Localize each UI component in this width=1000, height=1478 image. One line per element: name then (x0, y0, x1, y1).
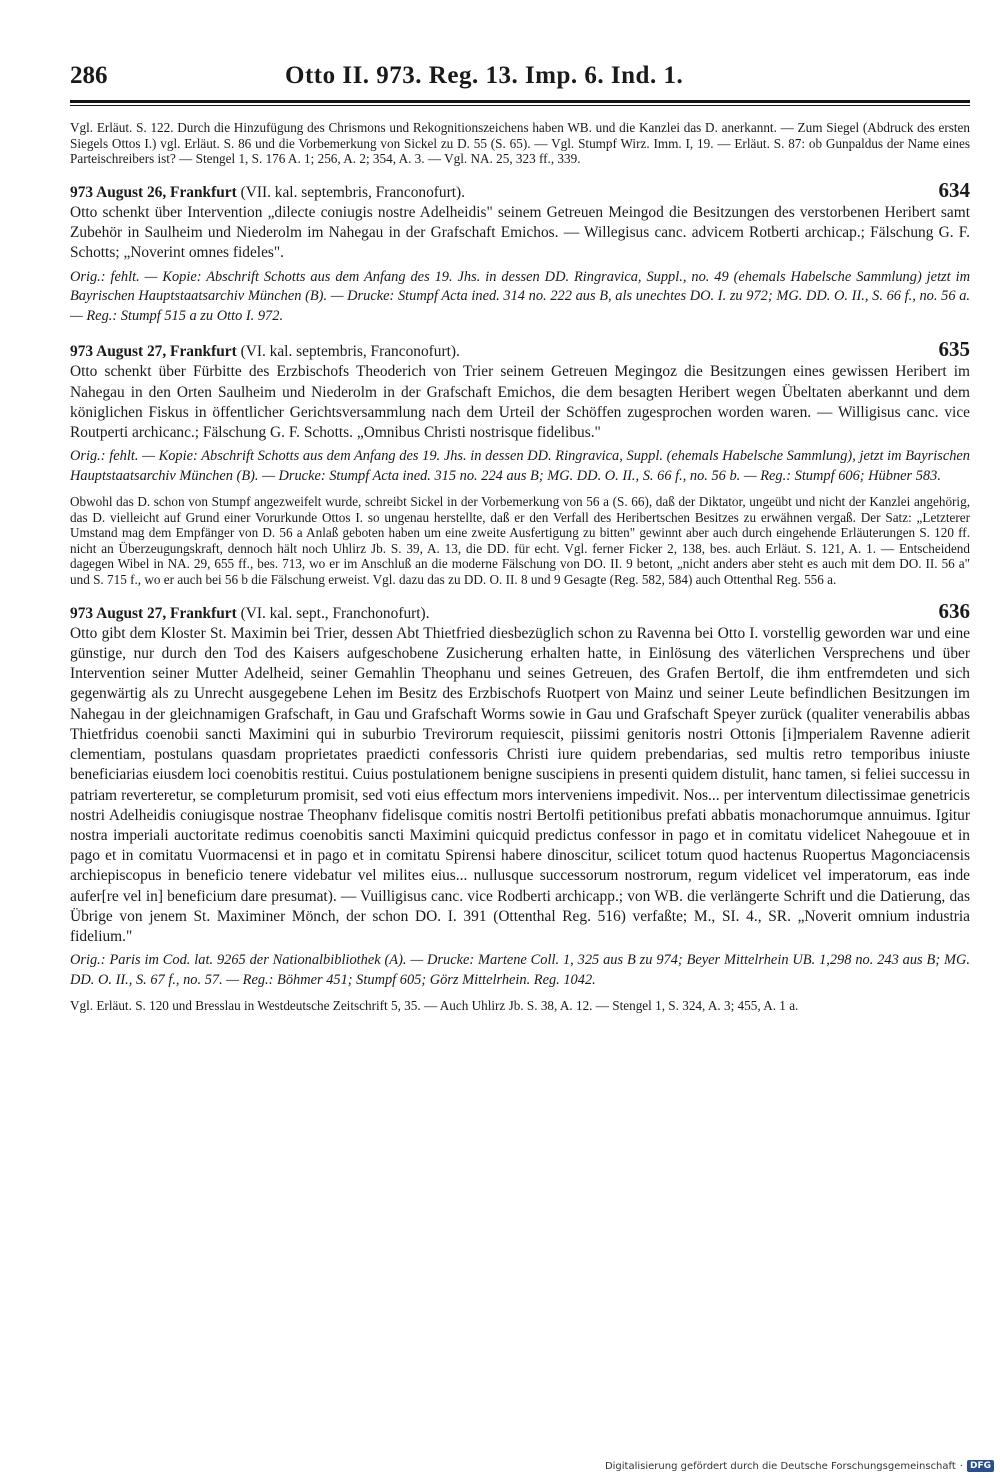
entry-heading (70, 598, 970, 624)
entry-number: 635 (938, 337, 970, 362)
entry-text: Otto schenkt über Intervention „dilecte coniugis nostre Adelheidis" seinem Getreuen Meingod die Besitzungen des verstorbenen Heribert samt Zubehör in Saulheim und Niederolm im Nahegau in der Grafschaft Emichos. — Willegisus canc. advicem Rotberti archicap.; Fälschung G. F. Schotts; „Noverint omnes fideles". (70, 203, 970, 262)
entry-636 (70, 598, 970, 1014)
entry-text: Otto gibt dem Kloster St. Maximin bei Trier, dessen Abt Thietfried diesbezüglich schon zu Ravenna bei Otto I. vorstellig geworden war und eine günstige, nur durch den Tod des Kaisers aufgeschobene Zusicherung erhalten hatte, in Einlösung des väterlichen Versprechens und über Intervention seiner Mutter Adelheid, seiner Gemahlin Theophanu und seines Getreuen, des Grafen Bertolf, die ihm entfremdeten und sich gegenwärtig als zu Unrecht ausgegebene Lehen im Besitz des Erzbischofs Ruotpert von Mainz und seiner Leute befindlichen Besitzungen im Nahegau in der gleichnamigen Grafschaft, in Gau und Grafschaft Worms sowie in Gau und Grafschaft Speyer zurück (qualiter venerabilis abbas Thietfridus coenobii sancti Maximini qui in suburbio Trevirorum requiescit, piissimi genitoris nostri Ottonis [i]mperialem Ravenne adierit clementiam, postulans quasdam proprietates praedicti confessoris Christi iure quidem prebendarias, sed multis retro temporibus iniuste beneficiarias eiusdem loci coenobitis restitui. Cuius postulationem benigne suscipiens in presenti quidem distulit, hanc tamen, si feliei successu in patriam reverteretur, se completurum promisit, sed voti eius effectum mors interveniens impedivit. Nos... per interventum dilectissimae genetricis nostri Adelheidis coniugisque nostrae Theophanv fidelisque comitis nostri Bertolfi petitionibus prefati abbatis monachorumque annuimus. Igitur nostra imperiali auctoritate redimus coenobitis sancti Maximini quicquid predictus confessor in pago et in comitatu videlicet Nahegouue et in pago et in comitatu Vuormacensi et in pago et in comitatu Spirensi habere dinoscitur, scilicet totum quod hactenus Ruopertus Magonciacensis archiepiscopus in beneficio tenere videbatur vel milites eius... nullusque successorum nostrorum, regum videlicet vel imperatorum, eas inde aufer[re vel in] beneficium dare presumat). — Vuilligisus canc. vice Rodberti archicapp.; von WB. die verlängerte Schrift und die Datierung, das Übrige von jenem St. Maximiner Mönch, der schon DO. I. 391 (Ottenthal Reg. 516) verfaßte; M., SI. 4., SR. „Noverit omnium industria fidelium." (70, 624, 970, 945)
entry-commentary: Vgl. Erläut. S. 120 und Bresslau in Westdeutsche Zeitschrift 5, 35. — Auch Uhlirz Jb. S. 38, A. 12. — Stengel 1, S. 324, A. 3; 455, A. 1 a. (70, 998, 799, 1014)
entry-sources: Orig.: fehlt. — Kopie: Abschrift Schotts aus dem Anfang des 19. Jhs. in dessen DD. Ringravica, Suppl., no. 49 (ehemals Habelsche Sammlung) jetzt im Bayrischen Hauptstaatsarchiv München (B). — Drucke: Stumpf Acta ined. 314 no. 222 aus B, als unechtes DO. I. zu 972; MG. DD. O. II., S. 66 f., no. 56 a. — Reg.: Stumpf 515 a zu Otto I. 972. (70, 268, 970, 324)
dfg-logo-icon[interactable]: DFG (967, 1460, 994, 1472)
entry-date: 973 August 27, Frankfurt (70, 604, 237, 622)
entry-text: Otto schenkt über Fürbitte des Erzbischofs Theoderich von Trier seinem Getreuen Megingoz die Besitzungen eines gewissen Heribert im Nahegau in den Orten Saulheim und Niederolm in der Grafschaft Emichos, die dem besagten Heribert wegen Übeltaten aberkannt und dem königlichen Fiskus in öffentlicher Gerichtsversammlung nach dem Urteil der Schöffen zugesprochen worden waren. — Willigisus canc. vice Routperti archicanc.; Fälschung G. F. Schotts. „Omnibus Christi nostrisque fidelibus." (70, 363, 970, 441)
page-number: 286 (70, 62, 108, 89)
digitization-footer: Digitalisierung gefördert durch die Deutsche Forschungsgemeinschaft · DFG (605, 1460, 994, 1472)
entry-sources: Orig.: Paris im Cod. lat. 9265 der Nationalbibliothek (A). — Drucke: Martene Coll. 1, 325 aus B zu 974; Beyer Mittelrhein UB. 1,298 no. 243 aus B; MG. DD. O. II., S. 67 f., no. 57. — Reg.: Böhmer 451; Stumpf 605; Görz Mittelrhein. Reg. 1042. (70, 952, 970, 988)
entry-date: 973 August 27, Frankfurt (70, 343, 237, 361)
footer-text: Digitalisierung gefördert durch die Deutsche Forschungsgemeinschaft (604, 1460, 956, 1472)
document-page (70, 62, 970, 1014)
entry-date-note: (VI. kal. sept., Franchonofurt). (236, 604, 430, 622)
entry-heading (70, 177, 970, 203)
entry-number: 634 (938, 177, 970, 202)
entry-commentary: Obwohl das D. schon von Stumpf angezweifelt wurde, schreibt Sickel in der Vorbemerkung von 56 a (S. 66), daß der Diktator, ungeübt und nicht der Kanzlei angehörig, das D. vielleicht auf Grund einer Vorurkunde Ottos I. so ungenau herstellte, daß er den Verfall des Heribertschen Besitzes zu erwähnen vergaß. Der Satz: „Letzterer Umstand mag dem Empfänger von D. 56 a Anlaß geboten haben um eine zweite Ausfertigung zu bitten" gewinnt aber auch durch eingehende Erläuterungen S. 120 ff. nicht an Überzeugungskraft, dennoch hält noch Uhlirz Jb. S. 39, A. 13, die DD. für echt. Vgl. ferner Ficker 2, 138, bes. auch Erläut. S. 121, A. 1. — Entscheidend dagegen Wibel in NA. 29, 655 ff., bes. 713, wo er im Anschluß an die moderne Fälschung von DO. II. 9 betont, „nicht anders aber steht es auch mit dem DO. II. 56 a" und S. 715 f., wo er auch bei 56 b die Fälschung erweist. Vgl. dazu das zu DD. O. II. 8 und 9 Gesagte (Reg. 582, 584) auch Ottenthal Reg. 556 a. (70, 494, 970, 588)
running-head: Otto II. 973. Reg. 13. Imp. 6. Ind. 1. (285, 62, 684, 89)
intro-note: Vgl. Erläut. S. 122. Durch die Hinzufügung des Chrismons und Rekognitionszeichens haben WB. und die Kanzlei das D. anerkannt. — Zum Siegel (Abdruck des ersten Siegels Ottos I.) vgl. Erläut. S. 86 und die Vorbemerkung von Sickel zu D. 55 (S. 65). — Vgl. Stumpf Wirz. Imm. I, 19. — Erläut. S. 87: ob Gunpaldus der Name eines Parteischreibers ist? — Stengel 1, S. 176 A. 1; 256, A. 2; 354, A. 3. — Vgl. NA. 25, 323 ff., 339. (70, 120, 970, 167)
entry-date-note: (VII. kal. septembris, Franconofurt). (236, 183, 465, 201)
entry-sources: Orig.: fehlt. — Kopie: Abschrift Schotts aus dem Anfang des 19. Jhs. in dessen DD. Ringravica, Suppl. (ehemals Habelsche Sammlung), jetzt im Bayrischen Hauptstaatsarchiv München (B). — Drucke: Stumpf Acta ined. 315 no. 224 aus B; MG. DD. O. II., S. 66 f., no. 56 b. — Reg.: Stumpf 606; Hübner 583. (70, 448, 970, 484)
header-rule-thick (70, 100, 970, 103)
entry-635 (70, 339, 970, 588)
entry-number: 636 (938, 598, 970, 623)
entry-date-note: (VI. kal. septembris, Franconofurt). (236, 343, 460, 361)
header-rule-thin (70, 105, 970, 106)
entry-date: 973 August 26, Frankfurt (70, 183, 237, 201)
entry-heading (70, 339, 970, 362)
entry-634 (70, 177, 970, 326)
page-header (70, 62, 970, 96)
